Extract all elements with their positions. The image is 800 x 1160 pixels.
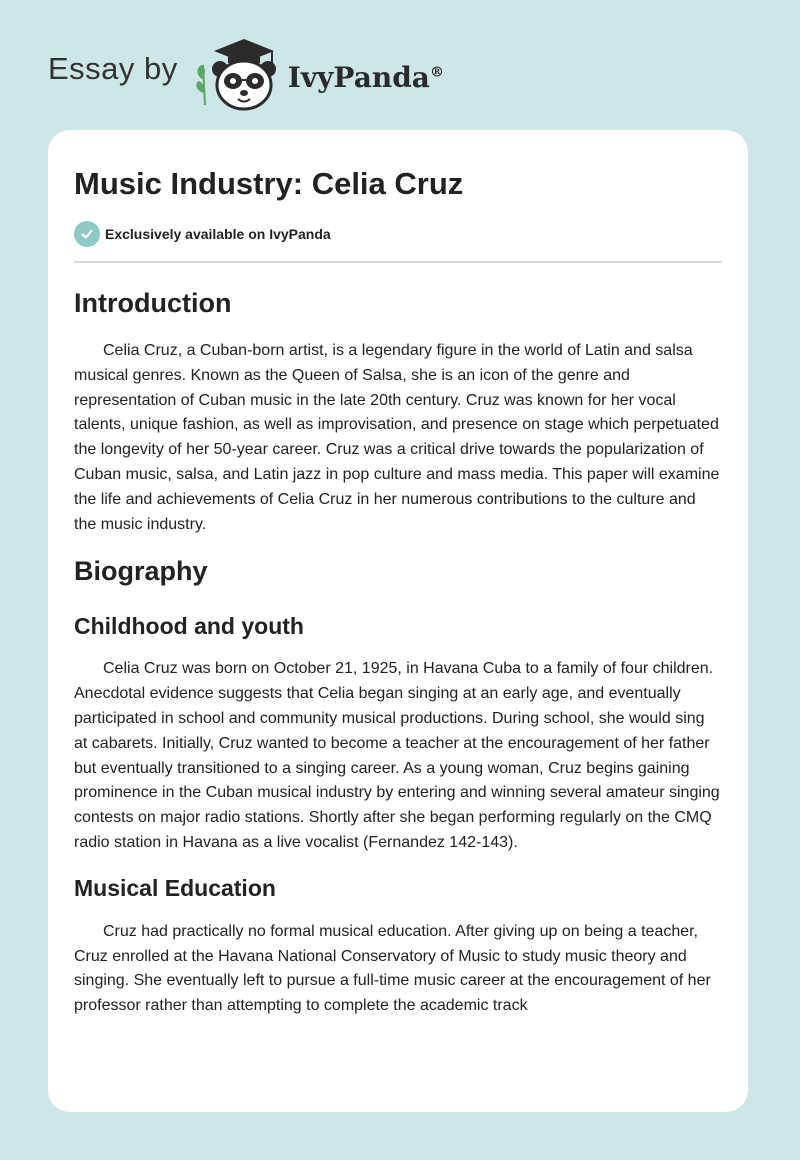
childhood-heading: Childhood and youth — [74, 613, 304, 640]
exclusive-label: Exclusively available on IvyPanda — [105, 226, 331, 242]
site-header — [48, 34, 444, 114]
panda-logo-icon[interactable] — [192, 35, 284, 113]
biography-heading: Biography — [74, 556, 208, 587]
brand-name[interactable] — [288, 61, 444, 94]
page-title: Music Industry: Celia Cruz — [74, 166, 464, 201]
introduction-heading: Introduction — [74, 288, 232, 318]
brand-text: IvyPanda — [287, 60, 430, 94]
musical-education-heading: Musical Education — [74, 874, 276, 901]
essay-by-label: Essay by — [48, 51, 178, 86]
musical-education-paragraph: Cruz had practically no formal musical education. After giving up on being a teacher, Cruz enrolled at the Havana National Conservatory of Music to study music theory and singing. She eventually left to pursue a full-time music career at the encouragement of her professor rather than attempting to complete the academic track — [74, 922, 711, 1015]
exclusive-badge — [74, 221, 722, 263]
introduction-paragraph: Celia Cruz, a Cuban-born artist, is a legendary figure in the world of Latin and salsa musical genres. Known as the Queen of Salsa, she is an icon of the genre and representation of Cuban music in the late 20th century. Cruz was known for her vocal talents, unique fashion, as well as improvisation, and presence on stage which perpetuated the longevity of her 50-year career. Cruz was a critical drive towards the popularization of Cuban music, salsa, and Latin jazz in pop culture and mass media. This paper will examine the life and achievements of Celia Cruz in her numerous contributions to the culture and the music industry. — [74, 342, 720, 533]
childhood-paragraph: Celia Cruz was born on October 21, 1925, in Havana Cuba to a family of four children. Anecdotal evidence suggests that Celia began singing at an early age, and eventually participated in school and community musical productions. During school, she would sing at cabarets. Initially, Cruz wanted to become a teacher at the encouragement of her father but eventually transitioned to a singing career. As a young woman, Cruz begins gaining prominence in the Cuban musical industry by entering and winning several amateur singing contests on major radio stations. Shortly after she began performing regularly on the CMQ radio station in Havana as a live vocalist (Fernandez 142-143). — [74, 660, 720, 851]
article-card — [48, 130, 748, 1112]
check-icon — [74, 221, 100, 247]
registered-mark: ® — [429, 64, 444, 81]
